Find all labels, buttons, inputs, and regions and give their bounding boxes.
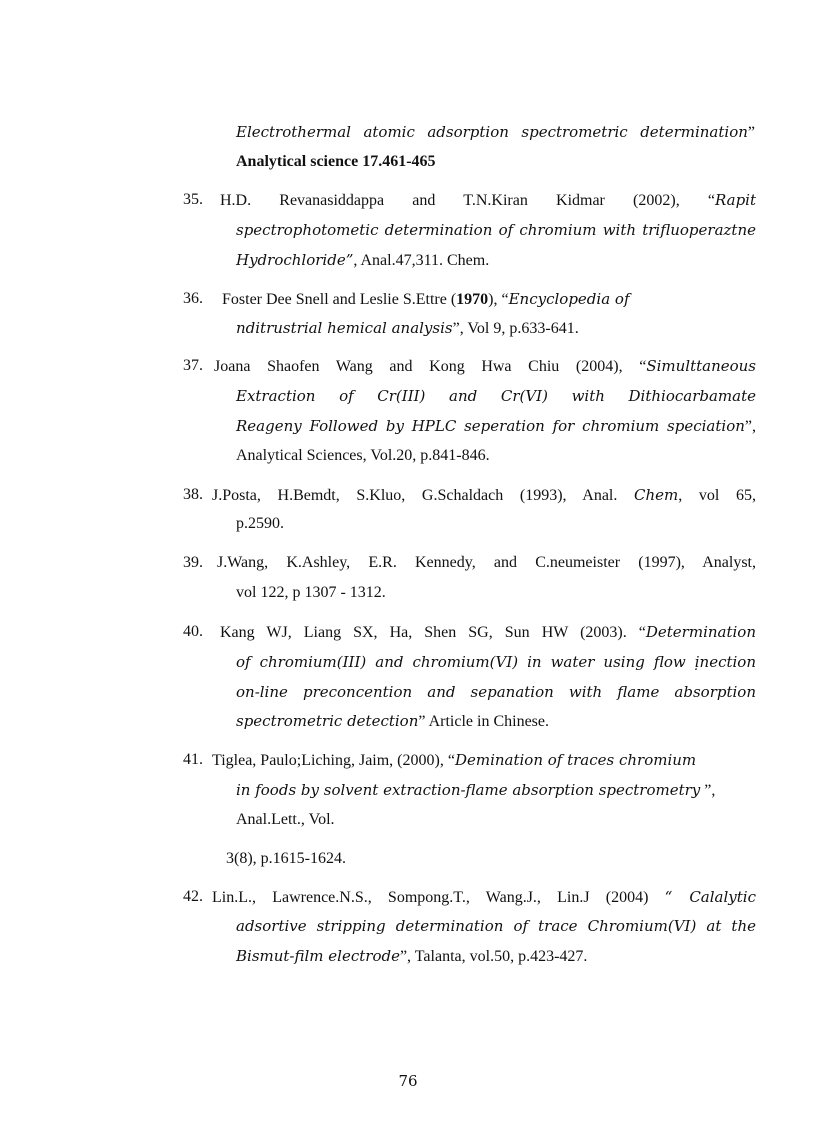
reference-40-number: 40. bbox=[183, 623, 203, 640]
reference-35-number: 35. bbox=[183, 191, 203, 208]
reference-37-line-1: Joana Shaofen Wang and Kong Hwa Chiu (2004), “Simulttaneous bbox=[214, 357, 756, 375]
reference-36-line-1: Foster Dee Snell and Leslie S.Ettre (1970), “Encyclopedia of bbox=[222, 290, 630, 308]
reference-36-number: 36. bbox=[183, 290, 203, 307]
page-number: 76 bbox=[398, 1072, 418, 1090]
reference-42-number: 42. bbox=[183, 888, 203, 905]
reference-40-line-1: Kang WJ, Liang SX, Ha, Shen SG, Sun HW (2003). “Determination bbox=[220, 623, 756, 641]
reference-38-line-2: p.2590. bbox=[236, 515, 284, 532]
reference-34-line-2: Analytical science 17.461-465 bbox=[236, 153, 436, 170]
reference-35-line-2: spectrophotometic determination of chromium with trifluoperaztne bbox=[236, 221, 756, 239]
reference-39-line-1: J.Wang, K.Ashley, E.R. Kennedy, and C.neumeister (1997), Analyst, bbox=[217, 554, 756, 571]
reference-40-line-3: on-line preconcention and sepanation with flame absorption bbox=[236, 683, 756, 701]
reference-41-line-1: Tiglea, Paulo;Liching, Jaim, (2000), “Demination of traces chromium bbox=[212, 751, 697, 769]
reference-38-number: 38. bbox=[183, 486, 203, 503]
reference-34-line-1: Electrothermal atomic adsorption spectrometric determination” bbox=[236, 123, 755, 141]
reference-41-line-3: Anal.Lett., Vol. bbox=[236, 811, 335, 828]
reference-42-line-3: Bismut-film electrode”, Talanta, vol.50, p.423-427. bbox=[236, 947, 588, 965]
reference-42-line-1: Lin.L., Lawrence.N.S., Sompong.T., Wang.J., Lin.J (2004) “ Calalytic bbox=[212, 888, 756, 906]
reference-41-line-2: in foods by solvent extraction-flame absorption spectrometry ”, bbox=[236, 781, 716, 799]
reference-37-line-2: Extraction of Cr(III) and Cr(VI) with Dithiocarbamate bbox=[236, 387, 756, 405]
reference-42-line-2: adsortive stripping determination of trace Chromium(VI) at the bbox=[236, 917, 756, 935]
reference-40-line-2: of chromium(III) and chromium(VI) in water using flow ịnection bbox=[236, 653, 756, 671]
reference-40-line-4: spectrometric detection” Article in Chinese. bbox=[236, 712, 550, 730]
reference-41-number: 41. bbox=[183, 751, 203, 768]
reference-35-line-3: Hydrochloride”, Anal.47,311. Chem. bbox=[236, 251, 490, 269]
reference-39-number: 39. bbox=[183, 554, 203, 571]
reference-41-line-4: 3(8), p.1615-1624. bbox=[226, 850, 346, 867]
reference-38-line-1: J.Posta, H.Bemdt, S.Kluo, G.Schaldach (1993), Anal. Chem, vol 65, bbox=[212, 486, 756, 504]
reference-39-line-2: vol 122, p 1307 - 1312. bbox=[236, 584, 386, 601]
reference-37-line-4: Analytical Sciences, Vol.20, p.841-846. bbox=[236, 447, 490, 464]
reference-35-line-1: H.D. Revanasiddappa and T.N.Kiran Kidmar (2002), “Rapit bbox=[220, 191, 756, 209]
reference-37-number: 37. bbox=[183, 357, 203, 374]
reference-36-line-2: nditrustrial hemical analysis”, Vol 9, p.633-641. bbox=[236, 319, 579, 337]
reference-37-line-3: Reageny Followed by HPLC seperation for chromium speciation”, bbox=[236, 417, 756, 435]
